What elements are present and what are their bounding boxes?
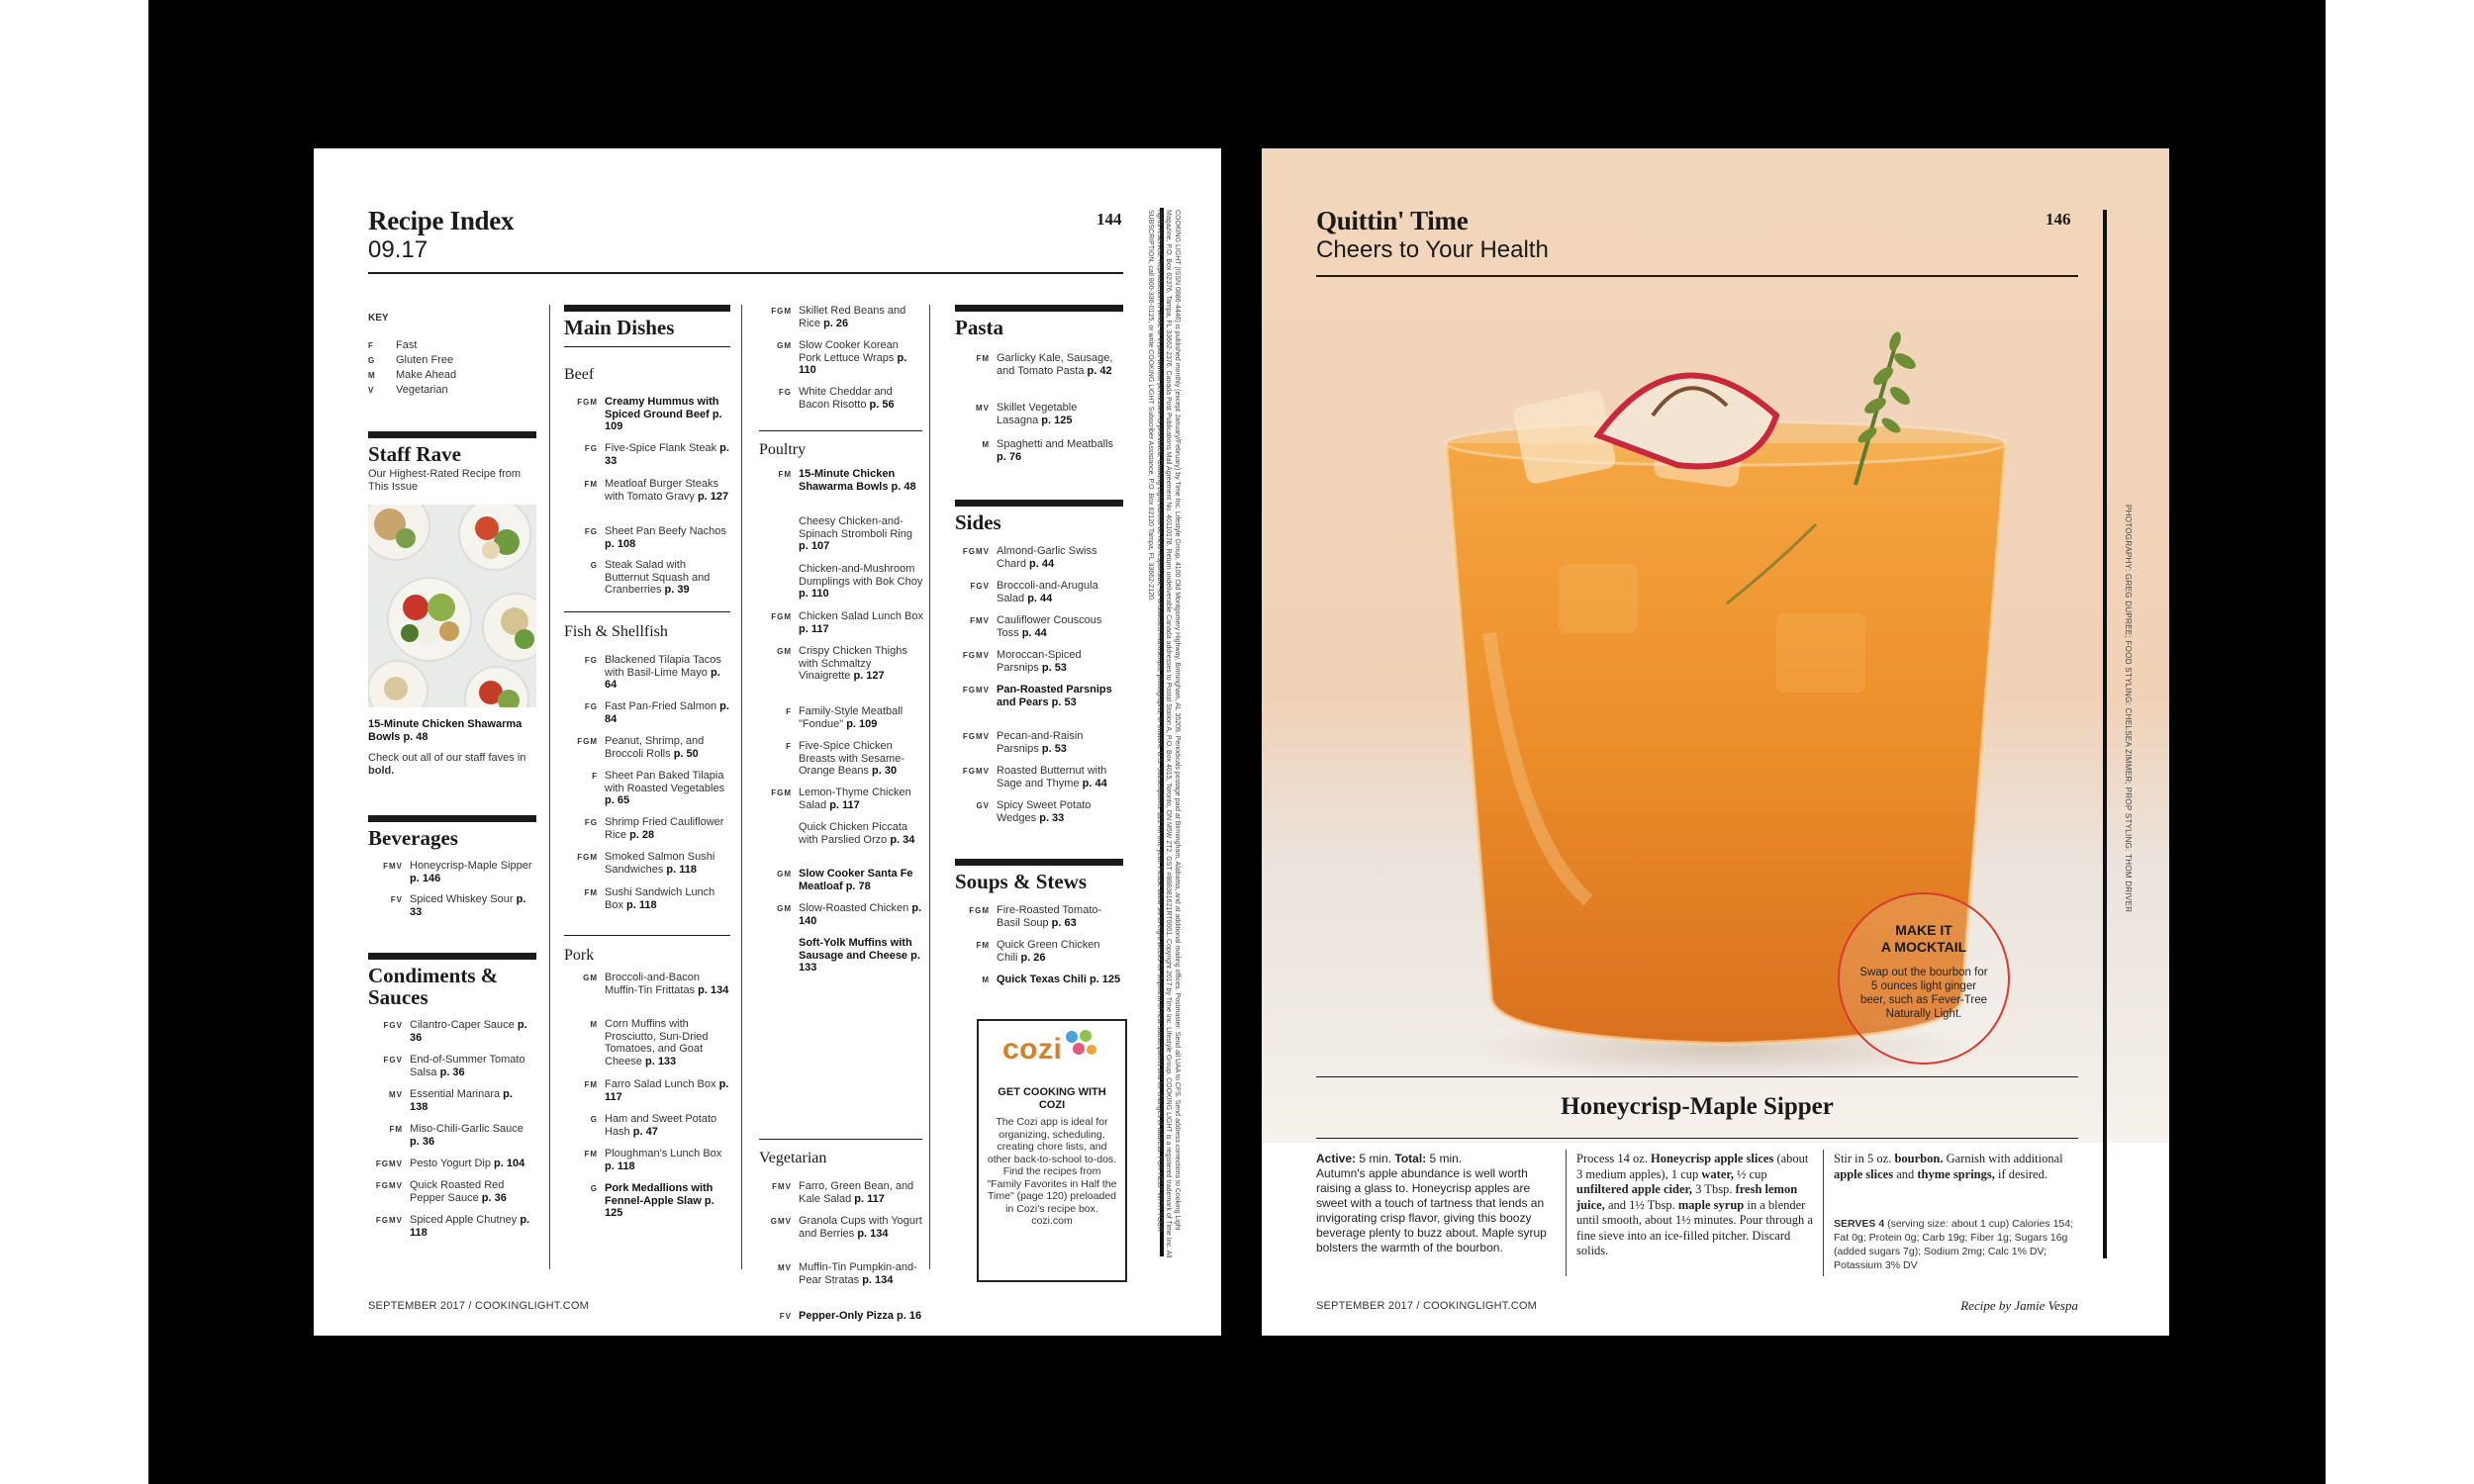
recipe-title: Honeycrisp-Maple Sipper bbox=[1561, 1093, 1834, 1120]
cozi-ad bbox=[977, 1019, 1127, 1282]
cozi-family-icon bbox=[1064, 1029, 1097, 1064]
section-rule bbox=[564, 346, 730, 347]
list-item: FM Garlicky Kale, Sausage, and Tomato Pasta p. 42 bbox=[976, 352, 1113, 377]
page-subtitle: Cheers to Your Health bbox=[1316, 236, 1549, 263]
list-item: F Sheet Pan Baked Tilapia with Roasted Vegetables p. 65 bbox=[592, 770, 725, 806]
list-item: FGV End-of-Summer Tomato Salsa p. 36 bbox=[383, 1054, 525, 1078]
column-divider bbox=[1566, 1150, 1567, 1276]
list-item: Chicken-and-Mushroom Dumplings with Bok Choy p. 110 bbox=[799, 563, 923, 600]
mocktail-body: Swap out the bourbon for 5 ounces light ginger beer, such as Fever-Tree Naturally Light. bbox=[1859, 967, 1988, 1020]
cozi-body: The Cozi app is ideal for organizing, scheduling, creating chore lists, and other back-to-school to-dos. Find the recipes from "Family Favorites in Half the Time" (page 120) preloaded in Cozi's recipe box. cozi.com bbox=[987, 1116, 1117, 1227]
shawarma-bowls-photo bbox=[368, 505, 536, 707]
main-dishes-heading: Main Dishes bbox=[564, 316, 675, 339]
beef-heading: Beef bbox=[564, 366, 595, 383]
list-item: GM Slow-Roasted Chicken p. 140 bbox=[777, 902, 922, 927]
section-rule bbox=[368, 953, 536, 960]
list-item: FM Quick Green Chicken Chili p. 26 bbox=[976, 939, 1100, 964]
photo-credit: PHOTOGRAPHY: GREG DUPREE; FOOD STYLING: CHELSEA ZIMMER; PROP STYLING: THOM DRIVER bbox=[2124, 505, 2133, 913]
section-rule bbox=[564, 935, 730, 936]
recipe-step-2: Stir in 5 oz. bourbon. Garnish with additional apple slices and thyme springs, if desired. bbox=[1834, 1152, 2063, 1181]
list-item: F Family-Style Meatball "Fondue" p. 109 bbox=[786, 705, 904, 730]
list-item: FMV Cauliflower Couscous Toss p. 44 bbox=[970, 614, 1102, 639]
sides-heading: Sides bbox=[955, 510, 1001, 534]
key-row: G Gluten Free bbox=[368, 354, 454, 366]
staff-rave-heading: Staff Rave bbox=[368, 442, 461, 466]
recipe-intro: Active: 5 min. Total: 5 min. Autumn's apple abundance is well worth raising a glass to. Honeycrisp apples are sweet with a touch of tartness that lends an invigorating crisp flavor, giving this boozy beverage plenty to buzz about. Maple syrup bolsters the warmth of the bourbon. bbox=[1316, 1152, 1547, 1254]
page-number: 146 bbox=[2046, 210, 2071, 229]
page-title: Quittin' Time bbox=[1316, 206, 1469, 235]
poultry-heading: Poultry bbox=[759, 441, 807, 458]
drink-photo bbox=[1262, 148, 2169, 1143]
list-item: FGM Smoked Salmon Sushi Sandwiches p. 118 bbox=[577, 851, 715, 876]
list-item: FGM Creamy Hummus with Spiced Ground Beef p. 109 bbox=[577, 396, 722, 432]
list-item: GM Crispy Chicken Thighs with Schmaltzy Vinaigrette p. 127 bbox=[777, 645, 907, 682]
mocktail-callout bbox=[1838, 892, 2010, 1065]
list-item: FM Meatloaf Burger Steaks with Tomato Gravy p. 127 bbox=[584, 478, 729, 503]
list-item: FG White Cheddar and Bacon Risotto p. 56 bbox=[778, 386, 895, 411]
list-item: G Steak Salad with Butternut Squash and Cranberries p. 39 bbox=[590, 559, 711, 596]
list-item: FM 15-Minute Chicken Shawarma Bowls p. 48 bbox=[778, 468, 916, 493]
list-item: FG Fast Pan-Fried Salmon p. 84 bbox=[584, 700, 729, 725]
list-item: GM Slow Cooker Korean Pork Lettuce Wraps p. 110 bbox=[777, 339, 907, 376]
list-item: FMV Farro, Green Bean, and Kale Salad p. 117 bbox=[772, 1180, 914, 1205]
list-item: FGMV Quick Roasted Red Pepper Sauce p. 36 bbox=[375, 1179, 507, 1204]
list-item: G Pork Medallions with Fennel-Apple Slaw p. 125 bbox=[590, 1182, 714, 1219]
page-title: Recipe Index bbox=[368, 206, 515, 235]
list-item: Quick Chicken Piccata with Parslied Orzo p. 34 bbox=[799, 821, 915, 846]
list-item: M Quick Texas Chili p. 125 bbox=[982, 974, 1121, 985]
quittin-time-page bbox=[1262, 148, 2169, 1336]
column-divider bbox=[929, 305, 930, 1269]
condiments-heading: Condiments & Sauces bbox=[368, 964, 499, 1009]
key-heading: KEY bbox=[368, 313, 389, 324]
list-item: Soft-Yolk Muffins with Sausage and Cheese p. 133 bbox=[799, 937, 920, 974]
column-divider bbox=[741, 305, 742, 1269]
column-divider bbox=[1823, 1150, 1824, 1276]
list-item: MV Essential Marinara p. 138 bbox=[389, 1088, 513, 1113]
header-rule bbox=[1316, 275, 2078, 277]
legal-notice: COOKING LIGHT (ISSN 0886-4446) is published monthly (except January/February) by Time Inc. Lifestyle Group, 4100 Old Montgomery Highway, Birmingham, AL 35209. Periodicals postage paid at Birmingham, Alabama, and at additional mailing offices. Postmaster: Send all UAA to CFS. Send address corrections to Cooking Light Magazine, P.O. Box 62376, Tampa, FL 33662-2376. Canada Post Publications Mail Agreement No. 40110178. Return undeliverable Canada addresses to Postal Station A, P.O. Box 4015, Toronto, ON M5W 2T2. GST #888381621RT0001. Copyright 2017 by Time Inc. Lifestyle Group. COOKING LIGHT is a registered trademark of Time Inc. All rights reserved. Reproduction in whole or in part without permission is prohibited. Cooking Light cannot be held responsible for unsolicited manuscripts, photographs, or artwork. U.S. Subscriptions: $22 for one year. Please allow six to eight weeks for shipment of new subscriptions and for changes of address. FOR HELP WITH YOUR SUBSCRIPTION, call 800-336-0125, or write COOKING LIGHT Subscriber Assistance, P.O. Box 62120 Tampa, FL 33662-2120. bbox=[1147, 210, 1181, 1258]
recipe-byline: Recipe by Jamie Vespa bbox=[1960, 1298, 2078, 1313]
list-item: FG Sheet Pan Beefy Nachos p. 108 bbox=[584, 525, 726, 550]
page-subtitle: 09.17 bbox=[368, 236, 428, 263]
list-item: FGMV Spiced Apple Chutney p. 118 bbox=[375, 1214, 530, 1239]
vegetarian-heading: Vegetarian bbox=[759, 1150, 827, 1166]
list-item: FM Farro Salad Lunch Box p. 117 bbox=[584, 1078, 729, 1103]
page-footer: SEPTEMBER 2017 / COOKINGLIGHT.COM bbox=[1316, 1300, 1537, 1312]
staff-rave-note: Check out all of our staff faves in bold. bbox=[368, 752, 526, 777]
section-rule bbox=[759, 430, 922, 431]
beverages-heading: Beverages bbox=[368, 826, 458, 850]
list-item: FG Five-Spice Flank Steak p. 33 bbox=[584, 442, 729, 467]
section-rule bbox=[955, 859, 1123, 866]
list-item: GMV Granola Cups with Yogurt and Berries p. 134 bbox=[770, 1215, 922, 1240]
section-rule bbox=[564, 611, 730, 612]
list-item: G Ham and Sweet Potato Hash p. 47 bbox=[590, 1113, 717, 1138]
section-rule bbox=[955, 500, 1123, 507]
list-item: FV Spiced Whiskey Sour p. 33 bbox=[390, 893, 526, 918]
pork-heading: Pork bbox=[564, 947, 595, 964]
list-item: GM Slow Cooker Santa Fe Meatloaf p. 78 bbox=[777, 868, 913, 892]
column-divider bbox=[549, 305, 550, 1269]
page-number: 144 bbox=[1096, 210, 1122, 229]
margin-rule bbox=[2103, 210, 2107, 1258]
list-item: FGM Chicken Salad Lunch Box p. 117 bbox=[771, 610, 923, 635]
section-rule bbox=[368, 815, 536, 822]
recipe-index-page bbox=[314, 148, 1221, 1336]
key-row: M Make Ahead bbox=[368, 369, 457, 381]
list-item: FGM Lemon-Thyme Chicken Salad p. 117 bbox=[771, 787, 911, 811]
list-item: FMV Honeycrisp-Maple Sipper p. 146 bbox=[383, 860, 532, 884]
list-item: FGMV Roasted Butternut with Sage and Thyme p. 44 bbox=[962, 765, 1107, 789]
list-item: Cheesy Chicken-and-Spinach Stromboli Ring p. 107 bbox=[799, 515, 912, 552]
list-item: M Spaghetti and Meatballs p. 76 bbox=[982, 438, 1114, 463]
list-item: FGV Broccoli-and-Arugula Salad p. 44 bbox=[970, 580, 1098, 604]
key-row: F Fast bbox=[368, 339, 418, 351]
list-item: FM Ploughman's Lunch Box p. 118 bbox=[584, 1148, 722, 1172]
key-row: V Vegetarian bbox=[368, 384, 448, 396]
list-item: FGM Peanut, Shrimp, and Broccoli Rolls p. 50 bbox=[577, 735, 705, 760]
list-item: FGMV Pesto Yogurt Dip p. 104 bbox=[375, 1158, 525, 1169]
cozi-heading: GET COOKING WITH COZI bbox=[998, 1086, 1106, 1111]
mocktail-heading: MAKE IT A MOCKTAIL bbox=[1880, 922, 1967, 955]
cozi-logo: cozi bbox=[1002, 1033, 1063, 1066]
list-item: M Corn Muffins with Prosciutto, Sun-Dried Tomatoes, and Goat Cheese p. 133 bbox=[590, 1018, 709, 1067]
list-item: GM Broccoli-and-Bacon Muffin-Tin Frittatas p. 134 bbox=[583, 972, 729, 996]
list-item: FV Pepper-Only Pizza p. 16 bbox=[779, 1310, 922, 1322]
list-item: FGM Skillet Red Beans and Rice p. 26 bbox=[771, 305, 906, 329]
title-rule bbox=[1316, 1138, 2078, 1139]
staff-rave-sub: Our Highest-Rated Recipe from This Issue bbox=[368, 468, 522, 493]
list-item: FGV Cilantro-Caper Sauce p. 36 bbox=[383, 1019, 527, 1044]
section-rule bbox=[759, 1139, 922, 1140]
list-item: F Five-Spice Chicken Breasts with Sesame-Orange Beans p. 30 bbox=[786, 740, 904, 777]
list-item: FGMV Almond-Garlic Swiss Chard p. 44 bbox=[962, 545, 1097, 570]
list-item: MV Muffin-Tin Pumpkin-and-Pear Stratas p. 134 bbox=[778, 1261, 917, 1286]
section-rule bbox=[955, 305, 1123, 312]
soups-heading: Soups & Stews bbox=[955, 870, 1088, 893]
list-item: FM Miso-Chili-Garlic Sauce p. 36 bbox=[389, 1123, 523, 1148]
recipe-step-1: Process 14 oz. Honeycrisp apple slices (about 3 medium apples), 1 cup water, ½ cup unfiltered apple cider, 3 Tbsp. fresh lemon juice, and 1½ Tbsp. maple syrup in a blender until smooth, about 1½ minutes. Pour through a fine sieve into an ice-filled pitcher. Discard solids. bbox=[1576, 1152, 1813, 1257]
list-item: FGMV Moroccan-Spiced Parsnips p. 53 bbox=[962, 649, 1082, 674]
pasta-heading: Pasta bbox=[955, 316, 1003, 339]
title-rule bbox=[1316, 1076, 2078, 1077]
list-item: GV Spicy Sweet Potato Wedges p. 33 bbox=[976, 799, 1092, 824]
staff-rave-caption: 15-Minute Chicken Shawarma Bowls p. 48 bbox=[368, 718, 523, 743]
list-item: FG Blackened Tilapia Tacos with Basil-Lime Mayo p. 64 bbox=[584, 654, 721, 691]
list-item: MV Skillet Vegetable Lasagna p. 125 bbox=[976, 402, 1078, 426]
page-footer: SEPTEMBER 2017 / COOKINGLIGHT.COM bbox=[368, 1300, 589, 1312]
list-item: FG Shrimp Fried Cauliflower Rice p. 28 bbox=[584, 816, 724, 841]
list-item: FGM Fire-Roasted Tomato-Basil Soup p. 63 bbox=[969, 904, 1102, 929]
header-rule bbox=[368, 272, 1123, 274]
list-item: FM Sushi Sandwich Lunch Box p. 118 bbox=[584, 886, 715, 911]
list-item: FGMV Pecan-and-Raisin Parsnips p. 53 bbox=[962, 730, 1084, 755]
section-rule bbox=[368, 431, 536, 438]
section-rule bbox=[564, 305, 730, 312]
fish-heading: Fish & Shellfish bbox=[564, 623, 668, 640]
nutrition-info: SERVES 4 (serving size: about 1 cup) Calories 154; Fat 0g; Protein 0g; Carb 19g; Fiber 1g; Sugars 16g (added sugars 7g); Sodium 2mg; Calc 1% DV; Potassium 3% DV bbox=[1834, 1218, 2074, 1271]
list-item: FGMV Pan-Roasted Parsnips and Pears p. 53 bbox=[962, 684, 1112, 708]
